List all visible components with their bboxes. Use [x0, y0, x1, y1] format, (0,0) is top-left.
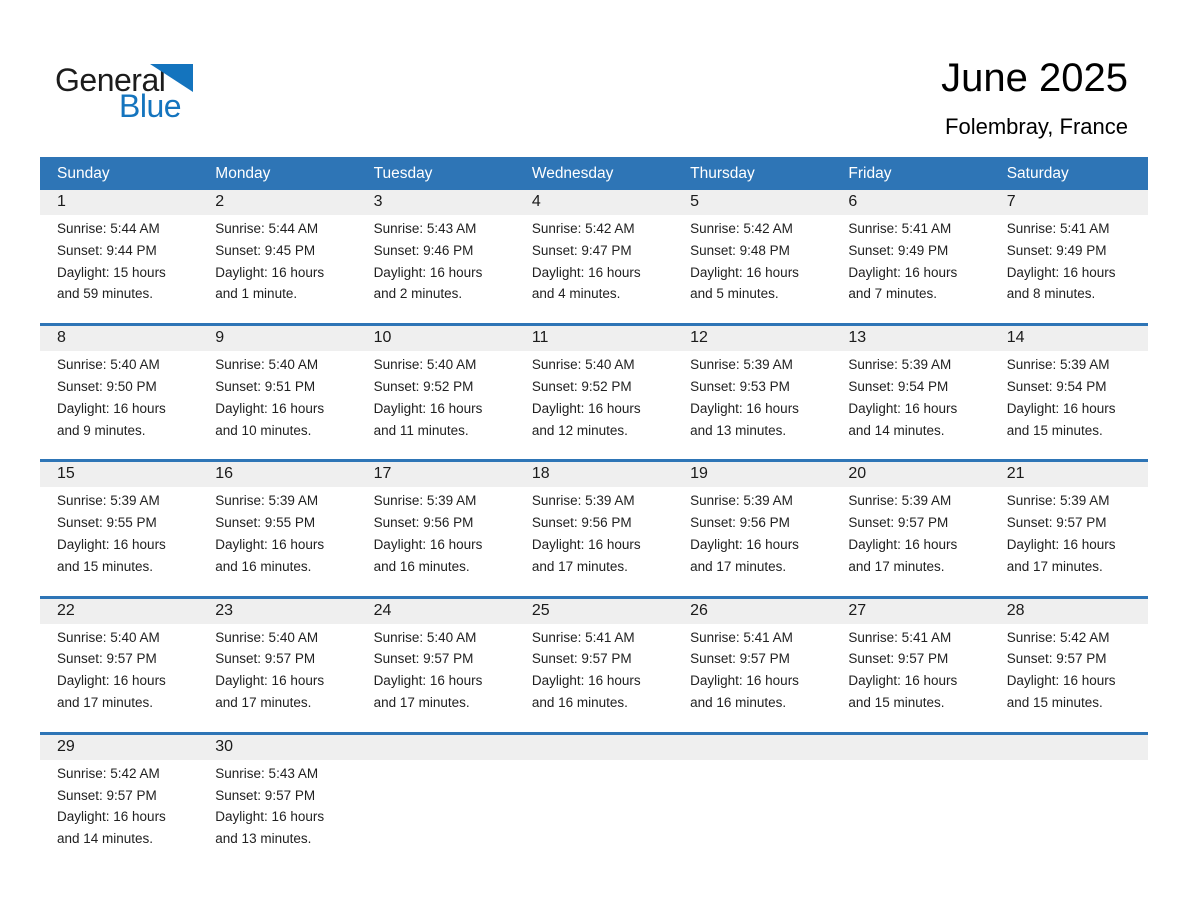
daylight-text-line1: Daylight: 16 hours [1006, 673, 1116, 689]
sunrise-text: Sunrise: 5:39 AM [373, 493, 477, 509]
logo-word-general: General [55, 62, 166, 98]
sunrise-text: Sunrise: 5:39 AM [531, 493, 635, 509]
day-cell [40, 351, 198, 450]
daylight-text-line1: Daylight: 16 hours [57, 400, 166, 416]
daylight-text-line2: and 1 minute. [215, 286, 298, 302]
day-number: 29 [57, 737, 75, 755]
daylight-text-line1: Daylight: 16 hours [531, 264, 641, 280]
day-cell [198, 624, 356, 723]
sunset-text: Sunset: 9:56 PM [690, 515, 790, 531]
day-cell [673, 624, 831, 723]
day-number: 18 [531, 465, 550, 483]
daylight-text-line2: and 14 minutes. [848, 422, 945, 438]
day-number: 14 [1006, 329, 1025, 347]
daylight-text-line2: and 17 minutes. [373, 694, 470, 710]
sunrise-text: Sunrise: 5:42 AM [1006, 629, 1110, 645]
sunset-text: Sunset: 9:45 PM [215, 242, 316, 258]
day-cell [831, 351, 989, 450]
sunset-text: Sunset: 9:57 PM [1006, 515, 1107, 531]
empty-day-cell [515, 760, 673, 859]
day-number: 16 [215, 465, 234, 483]
daylight-text-line2: and 17 minutes. [215, 694, 312, 710]
daylight-text-line2: and 17 minutes. [1006, 558, 1103, 574]
day-details-strip [40, 215, 1148, 314]
daylight-text-line2: and 15 minutes. [848, 694, 945, 710]
sunset-text: Sunset: 9:57 PM [373, 651, 474, 667]
day-cell [198, 487, 356, 586]
sunset-text: Sunset: 9:55 PM [57, 515, 157, 531]
sunrise-text: Sunrise: 5:39 AM [690, 493, 793, 509]
day-number: 28 [1006, 601, 1025, 619]
daylight-text-line1: Daylight: 16 hours [531, 400, 641, 416]
empty-day-cell [831, 760, 989, 859]
week-row-1 [40, 190, 1148, 314]
day-cell [990, 624, 1148, 723]
day-cell [357, 487, 515, 586]
day-number: 23 [215, 601, 234, 619]
sunrise-text: Sunrise: 5:40 AM [373, 629, 477, 645]
day-cell [198, 215, 356, 314]
daylight-text-line2: and 16 minutes. [531, 694, 628, 710]
day-cell [357, 351, 515, 450]
sunrise-text: Sunrise: 5:44 AM [57, 221, 160, 236]
day-number: 26 [690, 601, 708, 619]
day-cell [831, 624, 989, 723]
day-number: 4 [531, 193, 541, 210]
day-number: 2 [215, 193, 225, 210]
week-row-2 [40, 323, 1148, 450]
empty-day-cell [357, 760, 515, 859]
daylight-text-line1: Daylight: 16 hours [373, 400, 483, 416]
week-row-4 [40, 596, 1148, 723]
day-cell [673, 487, 831, 586]
empty-day-number [990, 735, 1148, 760]
daylight-text-line1: Daylight: 16 hours [215, 400, 325, 416]
sunrise-text: Sunrise: 5:42 AM [57, 765, 160, 781]
sunrise-text: Sunrise: 5:40 AM [373, 357, 477, 373]
daylight-text-line1: Daylight: 16 hours [215, 673, 325, 689]
sunset-text: Sunset: 9:57 PM [215, 787, 316, 803]
sunset-text: Sunset: 9:57 PM [57, 787, 157, 803]
day-details-strip [40, 760, 1148, 859]
sunrise-text: Sunrise: 5:41 AM [1006, 221, 1110, 236]
empty-day-cell [673, 760, 831, 859]
sunrise-text: Sunrise: 5:39 AM [215, 493, 319, 509]
day-cell [515, 624, 673, 723]
weekday-header-sunday: Sunday [57, 165, 110, 182]
day-number: 24 [373, 601, 392, 619]
daylight-text-line2: and 15 minutes. [1006, 694, 1103, 710]
sunrise-text: Sunrise: 5:39 AM [57, 493, 160, 509]
sunset-text: Sunset: 9:51 PM [215, 378, 316, 394]
day-cell [515, 487, 673, 586]
day-cell [673, 351, 831, 450]
day-cell [198, 760, 356, 859]
day-cell [40, 487, 198, 586]
daylight-text-line1: Daylight: 16 hours [215, 809, 325, 825]
weekday-header-monday: Monday [215, 165, 271, 182]
day-cell [357, 624, 515, 723]
sunset-text: Sunset: 9:57 PM [215, 651, 316, 667]
sunrise-text: Sunrise: 5:42 AM [690, 221, 793, 236]
daylight-text-line2: and 17 minutes. [848, 558, 945, 574]
weekday-header-saturday: Saturday [1006, 165, 1069, 182]
day-number: 12 [690, 329, 708, 347]
sunset-text: Sunset: 9:57 PM [848, 651, 949, 667]
daylight-text-line1: Daylight: 16 hours [1006, 264, 1116, 280]
sunset-text: Sunset: 9:57 PM [848, 515, 949, 531]
daylight-text-line2: and 15 minutes. [57, 558, 154, 574]
daylight-text-line2: and 4 minutes. [531, 286, 621, 302]
daylight-text-line2: and 16 minutes. [690, 694, 787, 710]
day-number: 7 [1006, 193, 1016, 210]
daylight-text-line1: Daylight: 16 hours [848, 264, 958, 280]
day-number-strip [40, 190, 1148, 215]
day-cell [40, 624, 198, 723]
day-number: 11 [531, 329, 549, 347]
day-number: 10 [373, 329, 392, 347]
daylight-text-line1: Daylight: 16 hours [848, 400, 958, 416]
day-cell [357, 215, 515, 314]
empty-day-number [673, 735, 831, 760]
sunset-text: Sunset: 9:46 PM [373, 242, 474, 258]
daylight-text-line2: and 9 minutes. [57, 422, 146, 438]
daylight-text-line2: and 14 minutes. [57, 831, 154, 847]
day-cell [40, 760, 198, 859]
day-number: 15 [57, 465, 75, 483]
daylight-text-line1: Daylight: 16 hours [57, 536, 166, 552]
sunrise-text: Sunrise: 5:40 AM [215, 357, 319, 373]
sunrise-text: Sunrise: 5:43 AM [215, 765, 319, 781]
daylight-text-line2: and 16 minutes. [373, 558, 470, 574]
sunset-text: Sunset: 9:57 PM [1006, 651, 1107, 667]
day-number: 1 [57, 193, 66, 210]
sunrise-text: Sunrise: 5:39 AM [690, 357, 793, 373]
day-cell [40, 215, 198, 314]
day-cell [831, 487, 989, 586]
general-blue-logo [55, 62, 215, 122]
day-number: 5 [690, 193, 700, 210]
day-cell [990, 487, 1148, 586]
day-cell [990, 351, 1148, 450]
location-subtitle: Folembray, France [945, 114, 1128, 139]
day-number: 3 [373, 193, 383, 210]
week-row-5 [40, 732, 1148, 859]
sunset-text: Sunset: 9:54 PM [848, 378, 949, 394]
day-number: 27 [848, 601, 867, 619]
sunrise-text: Sunrise: 5:41 AM [690, 629, 793, 645]
day-cell [831, 215, 989, 314]
week-row-3 [40, 459, 1148, 586]
month-title: June 2025 [941, 56, 1128, 100]
sunset-text: Sunset: 9:47 PM [531, 242, 632, 258]
day-number: 17 [373, 465, 392, 483]
sunset-text: Sunset: 9:50 PM [57, 378, 157, 394]
sunrise-text: Sunrise: 5:41 AM [848, 629, 952, 645]
daylight-text-line2: and 8 minutes. [1006, 286, 1096, 302]
daylight-text-line2: and 13 minutes. [690, 422, 787, 438]
daylight-text-line1: Daylight: 16 hours [690, 264, 799, 280]
day-details-strip [40, 351, 1148, 450]
sunrise-text: Sunrise: 5:39 AM [1006, 357, 1110, 373]
sunrise-text: Sunrise: 5:39 AM [1006, 493, 1110, 509]
daylight-text-line2: and 12 minutes. [531, 422, 628, 438]
daylight-text-line2: and 13 minutes. [215, 831, 312, 847]
daylight-text-line2: and 59 minutes. [57, 286, 154, 302]
sunset-text: Sunset: 9:53 PM [690, 378, 790, 394]
sunrise-text: Sunrise: 5:44 AM [215, 221, 319, 236]
daylight-text-line1: Daylight: 16 hours [1006, 400, 1116, 416]
sunset-text: Sunset: 9:49 PM [848, 242, 949, 258]
sunset-text: Sunset: 9:57 PM [690, 651, 790, 667]
daylight-text-line1: Daylight: 16 hours [690, 536, 799, 552]
sunrise-text: Sunrise: 5:40 AM [215, 629, 319, 645]
sunset-text: Sunset: 9:49 PM [1006, 242, 1107, 258]
day-details-strip [40, 487, 1148, 586]
daylight-text-line1: Daylight: 16 hours [848, 673, 958, 689]
day-number: 19 [690, 465, 708, 483]
daylight-text-line2: and 17 minutes. [57, 694, 154, 710]
day-cell [673, 215, 831, 314]
sunrise-text: Sunrise: 5:40 AM [57, 357, 160, 373]
daylight-text-line2: and 5 minutes. [690, 286, 779, 302]
daylight-text-line1: Daylight: 16 hours [531, 673, 641, 689]
daylight-text-line2: and 7 minutes. [848, 286, 937, 302]
daylight-text-line1: Daylight: 16 hours [373, 264, 483, 280]
day-cell [515, 351, 673, 450]
day-number: 13 [848, 329, 867, 347]
daylight-text-line1: Daylight: 15 hours [57, 264, 166, 280]
weekday-header-friday: Friday [848, 165, 892, 182]
empty-day-number [831, 735, 989, 760]
day-number: 25 [531, 601, 550, 619]
daylight-text-line1: Daylight: 16 hours [215, 536, 325, 552]
calendar-grid [40, 157, 1148, 859]
sunset-text: Sunset: 9:56 PM [373, 515, 474, 531]
day-number-strip [40, 735, 1148, 760]
daylight-text-line1: Daylight: 16 hours [57, 673, 166, 689]
sunset-text: Sunset: 9:56 PM [531, 515, 632, 531]
logo-word-blue: Blue [119, 88, 182, 124]
day-number-strip [40, 326, 1148, 351]
daylight-text-line1: Daylight: 16 hours [57, 809, 166, 825]
daylight-text-line2: and 17 minutes. [531, 558, 628, 574]
daylight-text-line1: Daylight: 16 hours [373, 673, 483, 689]
day-number: 8 [57, 329, 66, 347]
day-cell [990, 215, 1148, 314]
daylight-text-line2: and 15 minutes. [1006, 422, 1103, 438]
sunset-text: Sunset: 9:44 PM [57, 242, 157, 258]
empty-day-number [357, 735, 515, 760]
empty-day-number [515, 735, 673, 760]
sunset-text: Sunset: 9:57 PM [57, 651, 157, 667]
day-number-strip [40, 462, 1148, 487]
weekday-header-row [40, 157, 1148, 190]
sunrise-text: Sunrise: 5:43 AM [373, 221, 477, 236]
weeks-container [40, 190, 1148, 859]
daylight-text-line2: and 10 minutes. [215, 422, 312, 438]
sunset-text: Sunset: 9:55 PM [215, 515, 316, 531]
daylight-text-line1: Daylight: 16 hours [215, 264, 325, 280]
weekday-header-wednesday: Wednesday [531, 165, 614, 182]
daylight-text-line1: Daylight: 16 hours [848, 536, 958, 552]
sunrise-text: Sunrise: 5:40 AM [57, 629, 160, 645]
day-number: 20 [848, 465, 867, 483]
sunrise-text: Sunrise: 5:40 AM [531, 357, 635, 373]
daylight-text-line1: Daylight: 16 hours [531, 536, 641, 552]
empty-day-cell [990, 760, 1148, 859]
sunrise-text: Sunrise: 5:41 AM [531, 629, 635, 645]
weekday-header-tuesday: Tuesday [373, 165, 433, 182]
sunrise-text: Sunrise: 5:39 AM [848, 357, 952, 373]
sunrise-text: Sunrise: 5:42 AM [531, 221, 635, 236]
day-number: 9 [215, 329, 225, 347]
daylight-text-line2: and 17 minutes. [690, 558, 787, 574]
sunset-text: Sunset: 9:48 PM [690, 242, 790, 258]
sunset-text: Sunset: 9:57 PM [531, 651, 632, 667]
daylight-text-line1: Daylight: 16 hours [373, 536, 483, 552]
sunrise-text: Sunrise: 5:41 AM [848, 221, 952, 236]
daylight-text-line2: and 16 minutes. [215, 558, 312, 574]
daylight-text-line1: Daylight: 16 hours [690, 400, 799, 416]
day-cell [198, 351, 356, 450]
sunset-text: Sunset: 9:54 PM [1006, 378, 1107, 394]
sunset-text: Sunset: 9:52 PM [531, 378, 632, 394]
daylight-text-line1: Daylight: 16 hours [690, 673, 799, 689]
day-number: 30 [215, 737, 234, 755]
daylight-text-line2: and 2 minutes. [373, 286, 463, 302]
day-number: 6 [848, 193, 858, 210]
day-number: 21 [1006, 465, 1025, 483]
daylight-text-line2: and 11 minutes. [373, 422, 469, 438]
day-details-strip [40, 624, 1148, 723]
daylight-text-line1: Daylight: 16 hours [1006, 536, 1116, 552]
day-number-strip [40, 599, 1148, 624]
day-cell [515, 215, 673, 314]
sunset-text: Sunset: 9:52 PM [373, 378, 474, 394]
weekday-header-thursday: Thursday [690, 165, 755, 182]
sunrise-text: Sunrise: 5:39 AM [848, 493, 952, 509]
day-number: 22 [57, 601, 75, 619]
